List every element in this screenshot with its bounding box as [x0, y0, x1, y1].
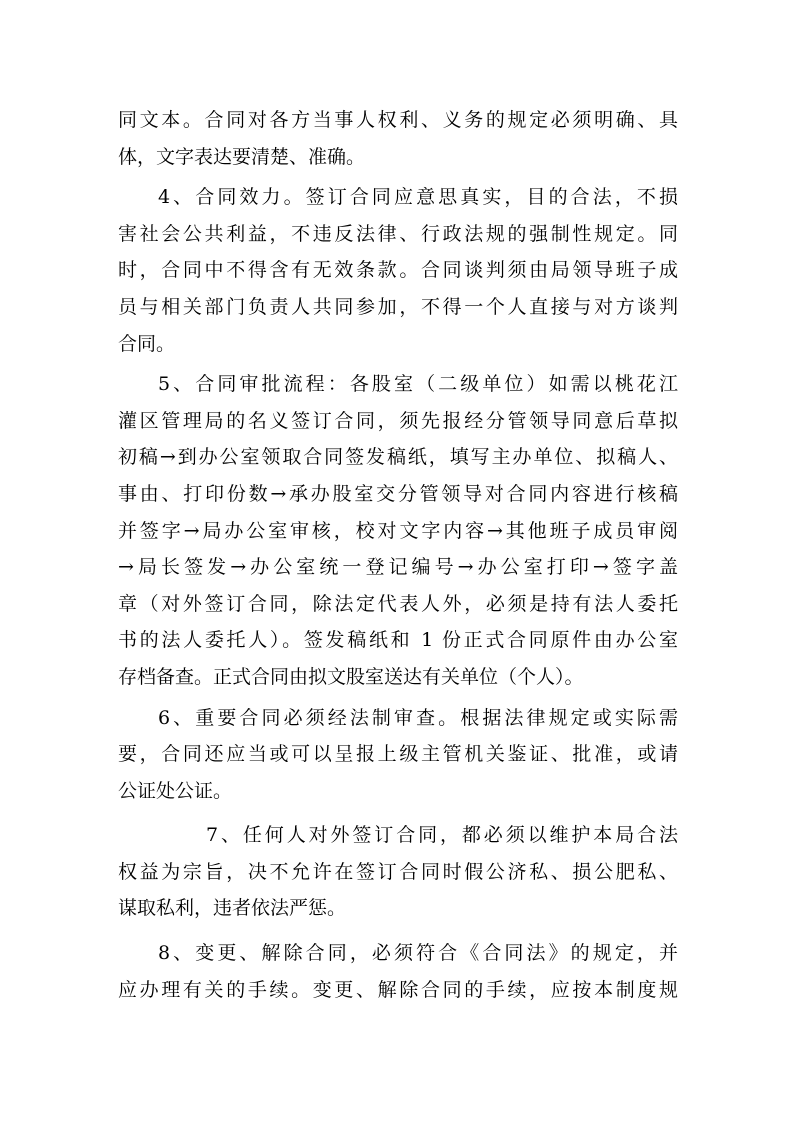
text-line: 书的法人委托人）。签发稿纸和 1 份正式合同原件由办公室 [118, 629, 678, 652]
paragraph-item-7 [118, 817, 678, 927]
text-line: 并签字→局办公室审核，校对文字内容→其他班子成员审阅 [118, 519, 678, 542]
text-line: →局长签发→办公室统一登记编号→办公室打印→签字盖 [118, 556, 678, 579]
text-line: 初稿→到办公室领取合同签发稿纸，填写主办单位、拟稿人、 [118, 446, 678, 469]
text-line: 6、重要合同必须经法制审查。根据法律规定或实际需 [158, 706, 678, 729]
paragraph-item-8 [118, 935, 678, 1008]
text-line: 7、任何人对外签订合同，都必须以维护本局合法 [206, 824, 678, 847]
text-line: 5、合同审批流程：各股室（二级单位）如需以桃花江 [158, 373, 678, 396]
text-line: 存档备查。正式合同由拟文股室送达有关单位（个人）。 [118, 665, 584, 688]
document-body [118, 102, 678, 1008]
text-line: 谋取私利，违者依法严惩。 [118, 897, 347, 920]
paragraph-item-5 [118, 366, 678, 695]
text-line: 应办理有关的手续。变更、解除合同的手续，应按本制度规 [118, 978, 678, 1001]
text-line: 同文本。合同对各方当事人权利、义务的规定必须明确、具 [118, 109, 678, 131]
text-line: 合同。 [118, 332, 176, 355]
paragraph-gap [118, 809, 678, 817]
text-line: 体，文字表达要清楚、准确。 [118, 145, 366, 168]
text-line: 4、合同效力。签订合同应意思真实，目的合法，不损 [158, 186, 678, 209]
text-line: 公证处公证。 [118, 779, 233, 802]
text-line: 灌区管理局的名义签订合同，须先报经分管领导同意后草拟 [118, 409, 678, 432]
paragraph-gap [118, 927, 678, 935]
text-line: 要，合同还应当或可以呈报上级主管机关鉴证、批准，或请 [118, 743, 678, 766]
paragraph-item-4 [118, 179, 678, 362]
paragraph-contract-text [118, 102, 678, 175]
text-line: 8、变更、解除合同，必须符合《合同法》的规定，并 [158, 942, 678, 965]
text-line: 员与相关部门负责人共同参加，不得一个人直接与对方谈判 [118, 295, 678, 318]
text-line: 权益为宗旨，决不允许在签订合同时假公济私、损公肥私、 [118, 860, 678, 883]
text-line: 时，合同中不得含有无效条款。合同谈判须由局领导班子成 [118, 259, 678, 282]
paragraph-item-6 [118, 700, 678, 810]
text-line: 事由、打印份数→承办股室交分管领导对合同内容进行核稿 [118, 482, 678, 505]
text-line: 害社会公共利益，不违反法律、行政法规的强制性规定。同 [118, 222, 678, 245]
text-line: 章（对外签订合同，除法定代表人外，必须是持有法人委托 [118, 592, 678, 615]
